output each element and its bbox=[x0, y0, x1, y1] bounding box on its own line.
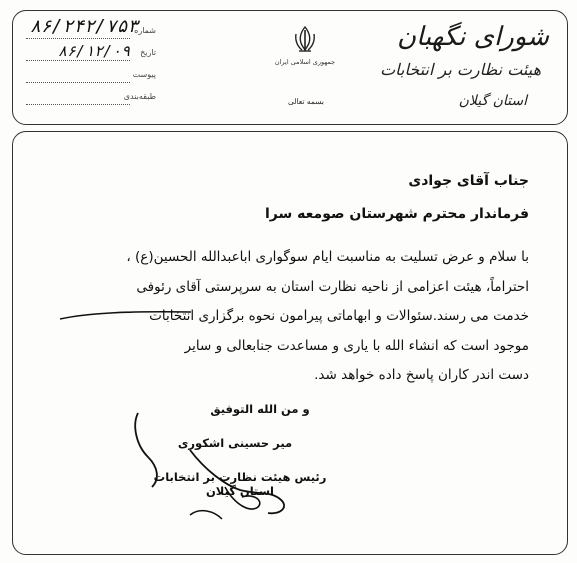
paragraph-line: دست اندر کاران پاسخ داده خواهد شد. bbox=[314, 367, 529, 383]
handwritten-underline bbox=[58, 309, 193, 323]
field-label: شماره bbox=[134, 26, 156, 35]
emblem-caption: جمهوری اسلامی ایران bbox=[274, 58, 336, 66]
field-value: ۸۶/۲۴۲/۷۵۳ bbox=[30, 16, 139, 37]
date-field bbox=[26, 42, 156, 64]
recipient-title: فرماندار محترم شهرستان صومعه سرا bbox=[265, 206, 529, 222]
paragraph-line: خدمت می رسند.سئوالات و ابهاماتی پیرامون نحوه برگزاری انتخابات bbox=[149, 308, 529, 324]
field-label: پیوست bbox=[132, 70, 156, 79]
basmala: بسمه تعالی bbox=[287, 97, 325, 106]
field-label: طبقه‌بندی bbox=[123, 92, 156, 101]
field-value: ۸۶/۱۲/۰۹ bbox=[58, 42, 131, 60]
signer-name: میر حسینی اشکوری bbox=[177, 436, 293, 450]
paragraph-line: موجود است که انشاء الله با یاری و مساعدت جنابعالی و سایر bbox=[184, 337, 529, 354]
signer-title: رئیس هیئت نظارت بر انتخابات استان گیلان bbox=[153, 470, 327, 498]
attachment-field bbox=[26, 68, 156, 86]
closing-phrase: و من الله التوفیق bbox=[210, 402, 310, 416]
letter-number-field bbox=[26, 16, 156, 42]
classification-field bbox=[26, 90, 156, 108]
organization-title: شورای نگهبان bbox=[396, 22, 549, 52]
addressee: جناب آقای جوادی bbox=[408, 173, 529, 189]
registration-fields bbox=[26, 16, 156, 112]
organization-province: استان گیلان bbox=[458, 93, 527, 109]
iran-emblem-icon bbox=[290, 24, 320, 54]
paragraph-line: احتراماً، هیئت اعزامی از ناحیه نظارت استان به سرپرستی آقای رئوفی bbox=[136, 278, 529, 295]
paragraph-line: با سلام و عرض تسلیت به مناسبت ایام سوگواری اباعبدالله الحسین(ع) ، bbox=[126, 249, 529, 265]
organization-subtitle: هیئت نظارت بر انتخابات bbox=[380, 60, 541, 79]
field-label: تاریخ bbox=[140, 48, 156, 57]
